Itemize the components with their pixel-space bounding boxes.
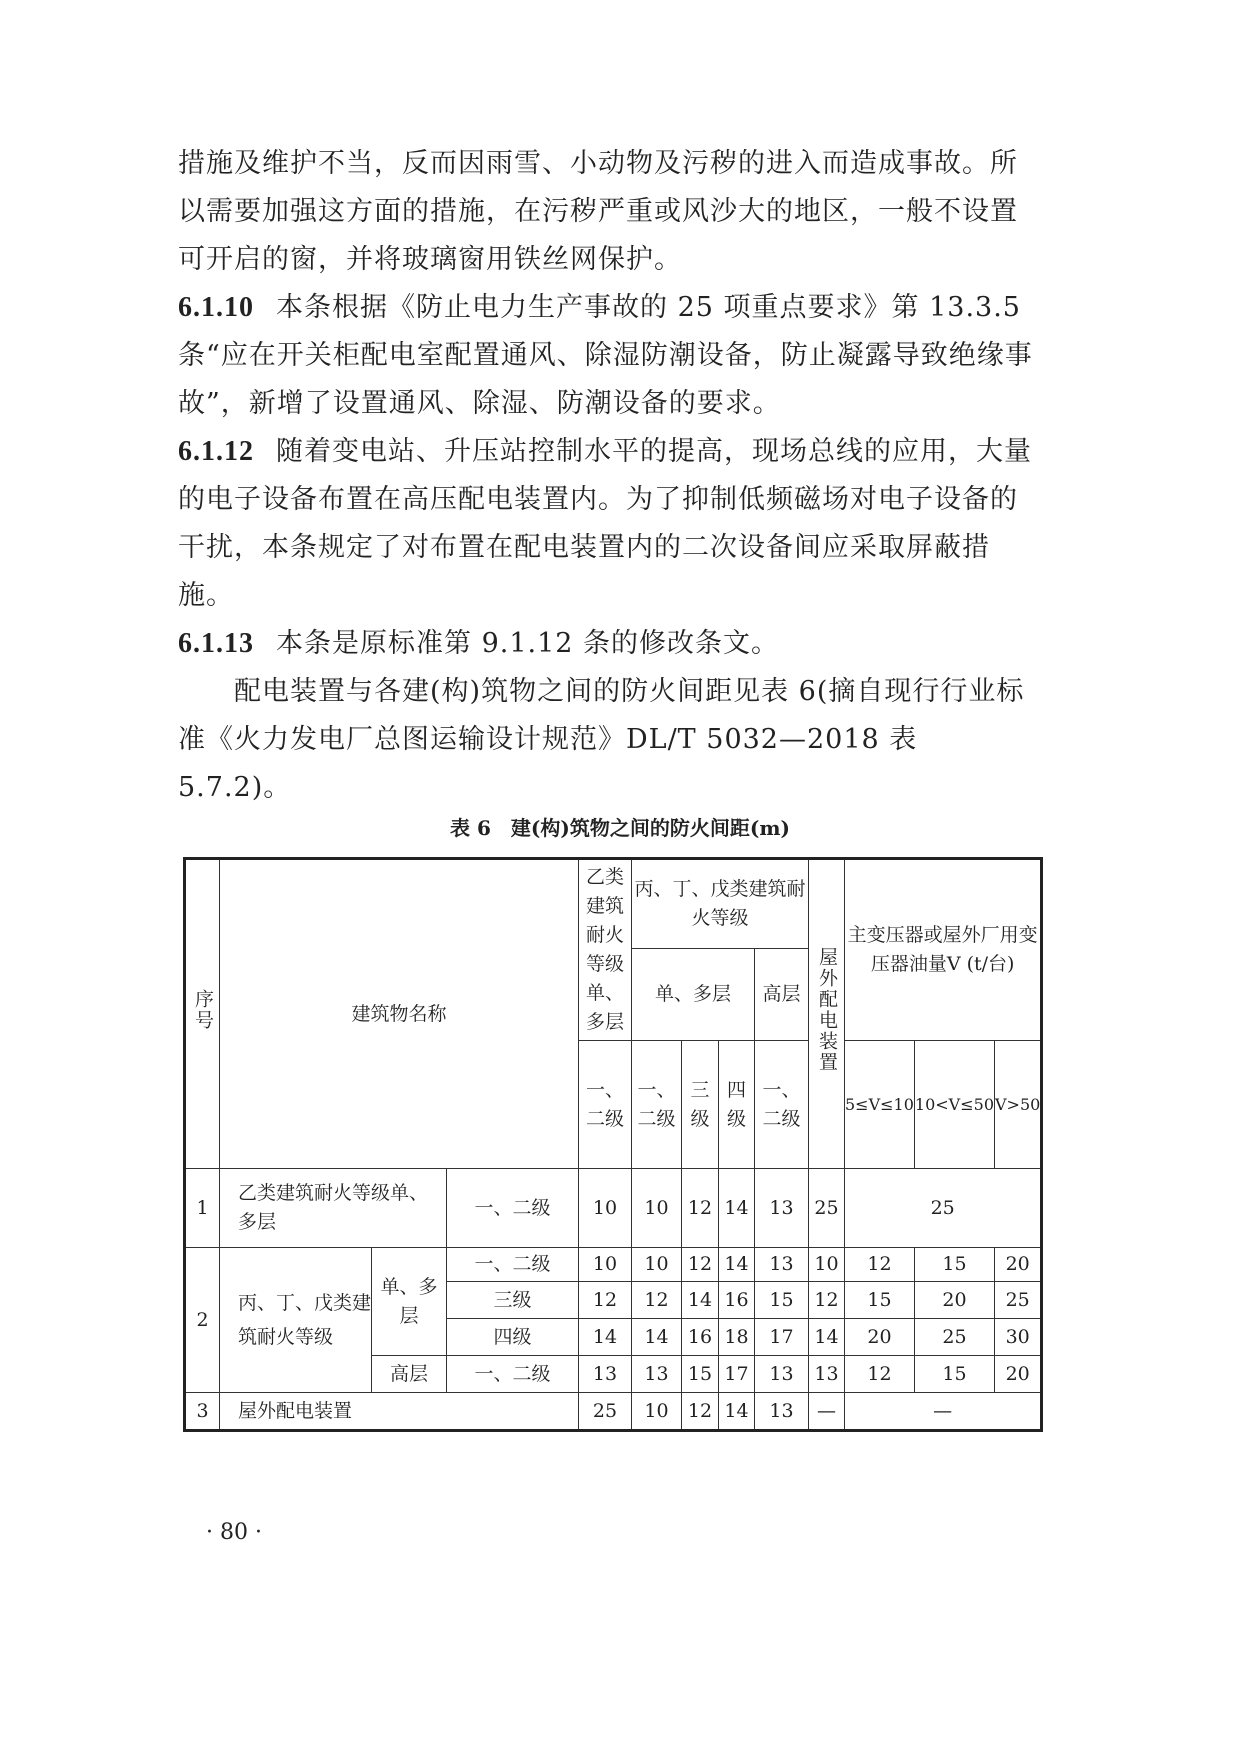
table-row xyxy=(185,1393,1042,1431)
cell: 3 xyxy=(185,1393,220,1431)
cell: — xyxy=(809,1393,845,1431)
fire-separation-table xyxy=(183,857,1043,1432)
cell: 25 xyxy=(845,1169,1042,1248)
header-grade: 一、二级 xyxy=(579,1041,632,1169)
cell: 12 xyxy=(682,1169,719,1248)
paragraph xyxy=(178,620,1038,668)
cell: 15 xyxy=(682,1356,719,1393)
cell: 18 xyxy=(719,1319,755,1356)
clause-text: 随着变电站、升压站控制水平的提高，现场总线的应用，大量的电子设备布置在高压配电装置内。为了抑制低频磁场对电子设备的干扰，本条规定了对布置在配电装置内的二次设备间应采取屏蔽措施。 xyxy=(178,436,1032,611)
cell: 25 xyxy=(579,1393,632,1431)
header-bdw: 丙、丁、戊类建筑耐火等级 xyxy=(632,859,809,949)
table-row xyxy=(185,1169,1042,1248)
cell: 12 xyxy=(845,1248,915,1282)
cell: 12 xyxy=(845,1356,915,1393)
paragraph xyxy=(178,284,1038,428)
cell: 25 xyxy=(914,1319,994,1356)
cell: 13 xyxy=(755,1169,809,1248)
cell: 屋外配电装置 xyxy=(220,1393,579,1431)
cell: 13 xyxy=(755,1393,809,1431)
clause-number: 6.1.13 xyxy=(178,628,254,659)
header-yi: 乙类建筑耐火等级单、多层 xyxy=(579,859,632,1041)
cell: 15 xyxy=(755,1282,809,1319)
header-outdoor: 屋外配电装置 xyxy=(809,859,845,1169)
cell: 20 xyxy=(914,1282,994,1319)
cell: 16 xyxy=(719,1282,755,1319)
paragraph: 配电装置与各建(构)筑物之间的防火间距见表 6(摘自现行行业标准《火力发电厂总图运输设计规范》DL/T 5032—2018 表 5.7.2)。 xyxy=(178,676,1025,803)
header-grade: 一、二级 xyxy=(755,1041,809,1169)
cell: 10 xyxy=(579,1248,632,1282)
table-caption: 表 6 建(构)筑物之间的防火间距(m) xyxy=(450,816,790,840)
cell: 15 xyxy=(914,1356,994,1393)
clause-number: 6.1.12 xyxy=(178,436,254,467)
cell: 12 xyxy=(579,1282,632,1319)
cell: 14 xyxy=(719,1248,755,1282)
header-volume: 5≤V≤10 xyxy=(845,1041,915,1169)
table-row xyxy=(185,1248,1042,1282)
cell: 2 xyxy=(185,1248,220,1393)
paragraph xyxy=(178,428,1038,620)
cell: 一、二级 xyxy=(447,1169,579,1248)
header-transformer: 主变压器或屋外厂用变压器油量V (t/台) xyxy=(845,859,1042,1041)
cell: 13 xyxy=(632,1356,682,1393)
cell: 14 xyxy=(579,1319,632,1356)
cell: 13 xyxy=(755,1248,809,1282)
cell: 17 xyxy=(755,1319,809,1356)
cell: 一、二级 xyxy=(447,1356,579,1393)
header-multi: 单、多层 xyxy=(632,949,755,1041)
cell: 丙、丁、戊类建筑耐火等级 xyxy=(220,1248,372,1393)
cell: 12 xyxy=(682,1248,719,1282)
header-name: 建筑物名称 xyxy=(220,859,579,1169)
cell: 15 xyxy=(845,1282,915,1319)
cell: 四级 xyxy=(447,1319,579,1356)
cell: 单、多层 xyxy=(372,1248,447,1356)
clause-text: 本条是原标准第 9.1.12 条的修改条文。 xyxy=(276,628,780,659)
cell: 10 xyxy=(809,1248,845,1282)
cell: 三级 xyxy=(447,1282,579,1319)
cell: 10 xyxy=(632,1169,682,1248)
cell: 14 xyxy=(719,1169,755,1248)
cell: 20 xyxy=(995,1248,1042,1282)
cell: 12 xyxy=(682,1393,719,1431)
header-grade: 一、二级 xyxy=(632,1041,682,1169)
paragraph: 措施及维护不当，反而因雨雪、小动物及污秽的进入而造成事故。所以需要加强这方面的措施，在污秽严重或风沙大的地区，一般不设置可开启的窗，并将玻璃窗用铁丝网保护。 xyxy=(178,148,1018,275)
cell: 12 xyxy=(632,1282,682,1319)
cell: 30 xyxy=(995,1319,1042,1356)
header-high: 高层 xyxy=(755,949,809,1041)
cell: 20 xyxy=(995,1356,1042,1393)
cell: 10 xyxy=(632,1393,682,1431)
header-grade: 四级 xyxy=(719,1041,755,1169)
cell: 20 xyxy=(845,1319,915,1356)
header-grade: 三级 xyxy=(682,1041,719,1169)
cell: 17 xyxy=(719,1356,755,1393)
clause-text: 本条根据《防止电力生产事故的 25 项重点要求》第 13.3.5 条“应在开关柜配电室配置通风、除湿防潮设备，防止凝露导致绝缘事故”，新增了设置通风、除湿、防潮设备的要求。 xyxy=(178,292,1033,419)
cell: 14 xyxy=(632,1319,682,1356)
header-volume: 10<V≤50 xyxy=(914,1041,994,1169)
cell: 高层 xyxy=(372,1356,447,1393)
page-number: · 80 · xyxy=(206,1520,262,1545)
cell: 15 xyxy=(914,1248,994,1282)
cell: 乙类建筑耐火等级单、多层 xyxy=(220,1169,447,1248)
cell: 16 xyxy=(682,1319,719,1356)
cell: 13 xyxy=(755,1356,809,1393)
header-volume: V>50 xyxy=(995,1041,1042,1169)
cell: 10 xyxy=(579,1169,632,1248)
cell: 25 xyxy=(995,1282,1042,1319)
cell: 一、二级 xyxy=(447,1248,579,1282)
header-seq: 序号 xyxy=(185,859,220,1169)
cell: 13 xyxy=(579,1356,632,1393)
cell: 1 xyxy=(185,1169,220,1248)
clause-number: 6.1.10 xyxy=(178,292,254,323)
body-text xyxy=(178,140,1038,812)
cell: 14 xyxy=(719,1393,755,1431)
cell: 25 xyxy=(809,1169,845,1248)
cell: 14 xyxy=(682,1282,719,1319)
cell: 13 xyxy=(809,1356,845,1393)
cell: 10 xyxy=(632,1248,682,1282)
cell: — xyxy=(845,1393,1042,1431)
cell: 14 xyxy=(809,1319,845,1356)
cell: 12 xyxy=(809,1282,845,1319)
